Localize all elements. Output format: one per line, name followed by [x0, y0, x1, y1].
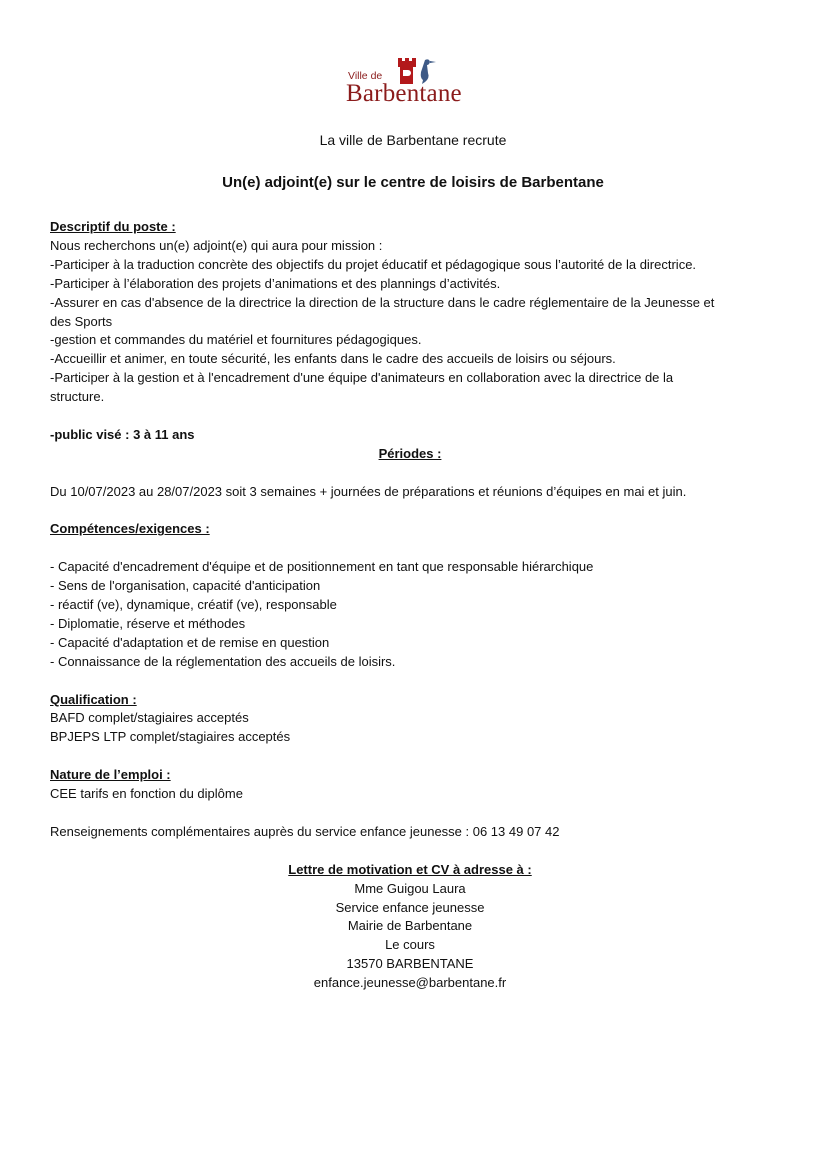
qualification-item: BAFD complet/stagiaires acceptés — [50, 710, 249, 726]
qualification-item: BPJEPS LTP complet/stagiaires acceptés — [50, 729, 291, 745]
competence-item: - Capacité d'encadrement d'équipe et de positionnement en tant que responsable hiérarchique — [50, 559, 594, 575]
renseignements-line: Renseignements complémentaires auprès du service enfance jeunesse : 06 13 49 07 42 — [50, 823, 560, 839]
competence-item: - Sens de l'organisation, capacité d'anticipation — [50, 578, 321, 594]
logo-name: Barbentane — [346, 80, 462, 107]
descriptif-line: -Participer à l’élaboration des projets d’animations et des plannings d’activités. — [50, 275, 501, 291]
descriptif-line: -Accueillir et animer, en toute sécurité, les enfants dans le cadre des accueils de loisirs ou séjours. — [50, 351, 616, 367]
descriptif-line: des Sports — [50, 313, 113, 329]
descriptif-heading: Descriptif du poste : — [50, 219, 176, 234]
logo — [346, 56, 486, 108]
descriptif-line: -Participer à la traduction concrète des objectifs du projet éducatif et pédagogique sous l’autorité de la directrice. — [50, 256, 697, 272]
public-line: -public visé : 3 à 11 ans — [50, 426, 195, 442]
nature-heading: Nature de l’emploi : — [50, 767, 171, 783]
adresse-heading: Lettre de motivation et CV à adresse à : — [288, 861, 532, 877]
qualification-heading: Qualification : — [50, 691, 137, 707]
job-title: Un(e) adjoint(e) sur le centre de loisirs de Barbentane — [222, 174, 604, 191]
document-body — [50, 218, 770, 993]
address-line: Mme Guigou Laura — [354, 880, 466, 896]
email-line: enfance.jeunesse@barbentane.fr — [313, 975, 507, 991]
descriptif-line: structure. — [50, 389, 105, 405]
competence-item: - Capacité d'adaptation et de remise en question — [50, 634, 330, 650]
competence-item: - Diplomatie, réserve et méthodes — [50, 615, 246, 631]
competence-item: - Connaissance de la réglementation des accueils de loisirs. — [50, 653, 396, 669]
descriptif-line: -gestion et commandes du matériel et fournitures pédagogiques. — [50, 332, 422, 348]
logo-small-text: Ville de — [348, 70, 383, 82]
intro-line: La ville de Barbentane recrute — [319, 132, 507, 148]
descriptif-line: -Participer à la gestion et à l'encadrement d'une équipe d'animateurs en collaboration avec la directrice de la — [50, 370, 674, 386]
address-line: Mairie de Barbentane — [347, 918, 473, 934]
periodes-text: Du 10/07/2023 au 28/07/2023 soit 3 semaines + journées de préparations et réunions d’équipes en mai et juin. — [50, 483, 687, 499]
descriptif-line: Nous recherchons un(e) adjoint(e) qui aura pour mission : — [50, 237, 383, 253]
descriptif-line: -Assurer en cas d'absence de la directrice la direction de la structure dans le cadre réglementaire de la Jeunesse et — [50, 294, 715, 310]
address-line: 13570 BARBENTANE — [346, 956, 474, 972]
competence-item: - réactif (ve), dynamique, créatif (ve), responsable — [50, 597, 337, 613]
address-line: Service enfance jeunesse — [335, 899, 485, 915]
nature-text: CEE tarifs en fonction du diplôme — [50, 786, 243, 802]
address-line: Le cours — [385, 937, 435, 953]
address-block — [50, 861, 770, 993]
competences-heading: Compétences/exigences : — [50, 521, 210, 537]
periodes-heading: Périodes : — [378, 445, 442, 461]
